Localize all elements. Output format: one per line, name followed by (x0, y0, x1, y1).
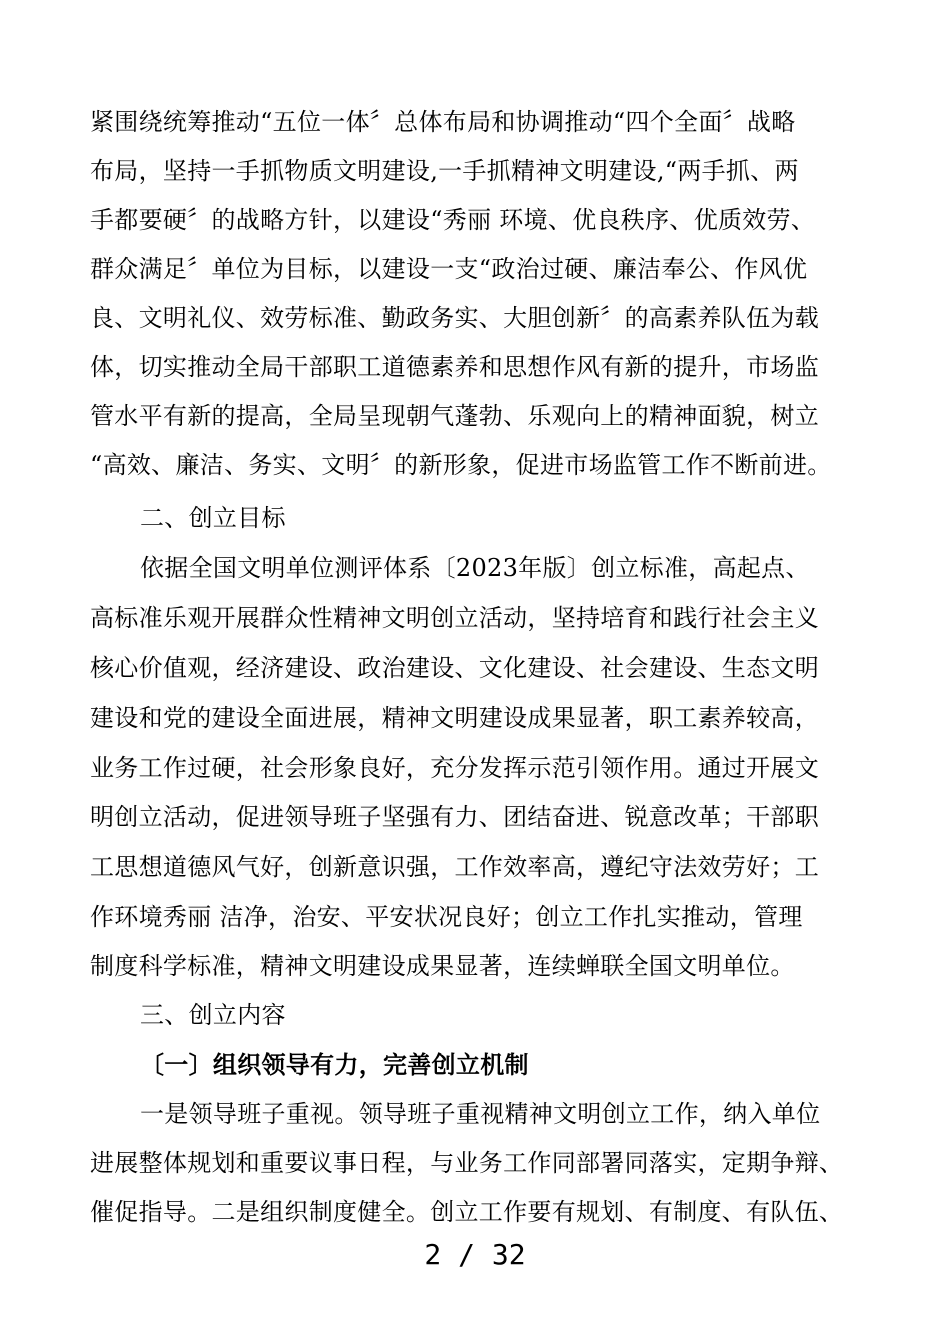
text-line: 进展整体规划和重要议事日程，与业务工作同部署同落实，定期争辩、 (90, 1149, 844, 1177)
text-line: 明创立活动，促进领导班子坚强有力、团结奋进、锐意改革；干部职 (90, 803, 819, 831)
text-line: 体，切实推动全局干部职工道德素养和思想作风有新的提升，市场监 (90, 353, 819, 381)
text-line: 一是领导班子重视。领导班子重视精神文明创立工作，纳入单位 (140, 1100, 821, 1128)
section-heading: 三、创立内容 (140, 1001, 286, 1029)
text-line: 业务工作过硬，社会形象良好，充分发挥示范引领作用。通过开展文 (90, 754, 819, 782)
text-line: 群众满足〞单位为目标，以建设一支“政治过硬、廉洁奉公、作风优 (90, 255, 808, 283)
text-line: 布局，坚持一手抓物质文明建设,一手抓精神文明建设,“两手抓、两 (90, 157, 799, 185)
text-line: 管水平有新的提高，全局呈现朝气蓬勃、乐观向上的精神面貌，树立 (90, 402, 819, 430)
text-line: 工思想道德风气好，创新意识强，工作效率高，遵纪守法效劳好；工 (90, 853, 819, 881)
text-line: 良、文明礼仪、效劳标准、勤政务实、大胆创新〞的高素养队伍为载 (90, 304, 819, 332)
text-line: 手都要硬〞的战略方针，以建设“秀丽 环境、优良秩序、优质效劳、 (90, 206, 816, 234)
subsection-heading: 〔一〕组织领导有力，完善创立机制 (140, 1050, 529, 1079)
text-line: 核心价值观，经济建设、政治建设、文化建设、社会建设、生态文明 (90, 654, 819, 682)
section-heading: 二、创立目标 (140, 504, 286, 532)
text-line: 建设和党的建设全面进展，精神文明建设成果显著，职工素养较高， (90, 704, 819, 732)
text-line: 催促指导。二是组织制度健全。创立工作要有规划、有制度、有队伍、 (90, 1198, 844, 1226)
text-line: 制度科学标准，精神文明建设成果显著，连续蝉联全国文明单位。 (90, 952, 795, 980)
text-line: 依据全国文明单位测评体系〔2023年版〕创立标准，高起点、 (140, 554, 810, 582)
text-line: 紧围绕统筹推动“五位一体〞总体布局和协调推动“四个全面〞战略 (90, 108, 796, 136)
text-line: “高效、廉洁、务实、文明〞的新形象，促进市场监管工作不断前进。 (90, 451, 832, 479)
page-number: 2 / 32 (424, 1238, 526, 1271)
text-line: 高标准乐观开展群众性精神文明创立活动，坚持培育和践行社会主义 (90, 604, 819, 632)
text-line: 作环境秀丽 洁净，治安、平安状况良好；创立工作扎实推动，管理 (90, 903, 803, 931)
